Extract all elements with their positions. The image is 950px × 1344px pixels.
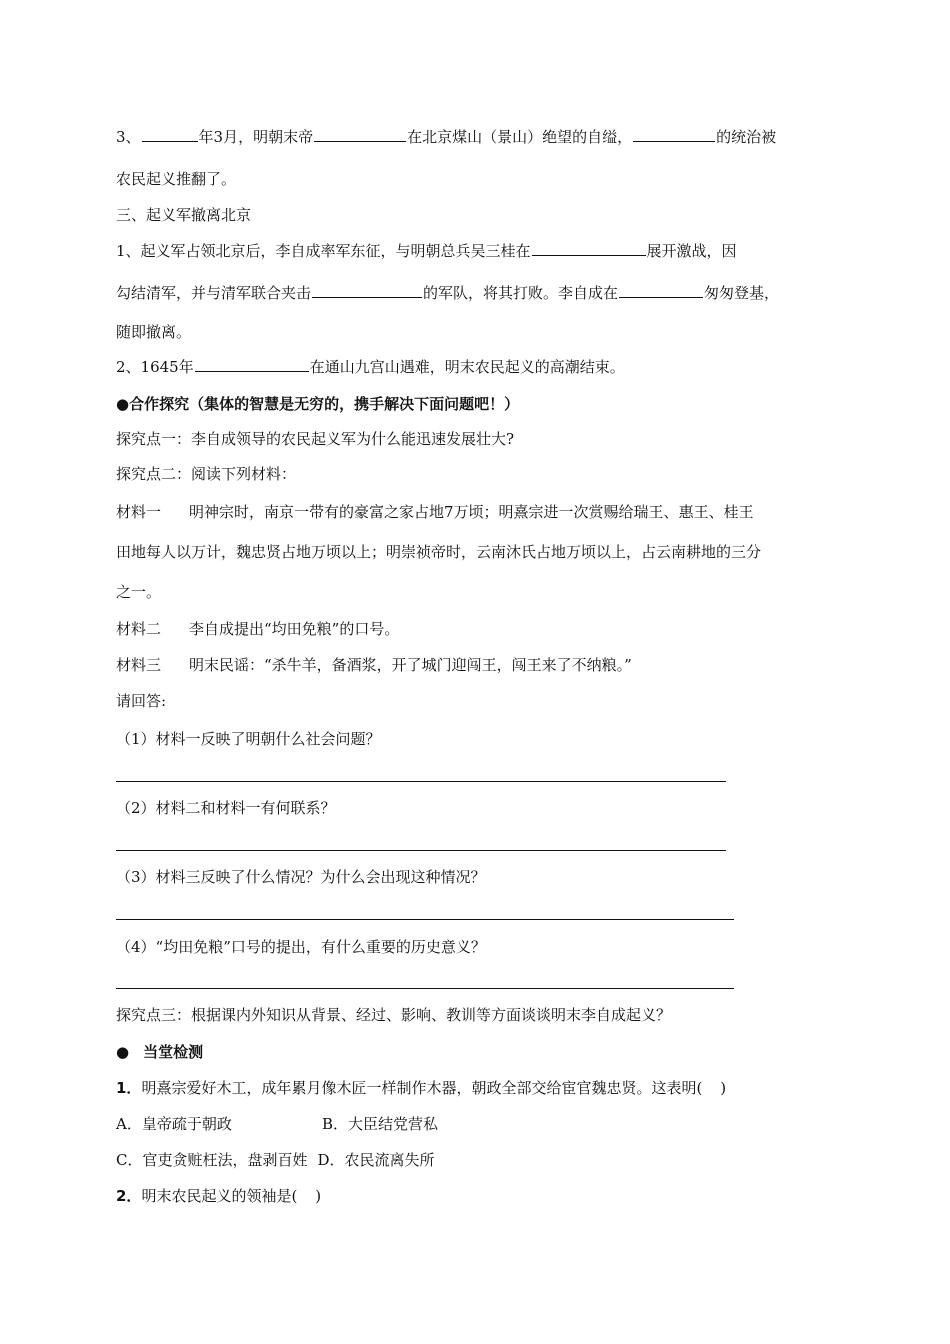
test-q2-text: 明末农民起义的领袖是( [141,1187,298,1205]
blank-person[interactable] [195,357,309,372]
s3-q2-text-1: 2、1645年 [116,358,194,376]
material-3-line [116,655,632,675]
material-1-label: 材料一 [116,503,162,521]
question-3-text-2: 在北京煤山（景山）绝望的自缢， [407,128,633,146]
question-3-line-1 [116,127,776,147]
sub-question-4: （4）“均田免粮”口号的提出，有什么重要的历史意义？ [116,938,486,956]
bullet-icon: ● [116,1043,130,1061]
sub-question-1: （1）材料一反映了明朝什么社会问题？ [116,730,381,748]
blank-army[interactable] [312,283,422,298]
s3-q1-text-4: 的军队，将其打败。李自成在 [423,284,619,302]
s3-q1-text-2: 展开激战，因 [646,242,737,260]
s3-question-1-line-2 [116,283,779,303]
test-q1-options-row-2 [116,1150,435,1170]
answer-prompt: 请回答: [116,692,167,710]
blank-year[interactable] [142,127,198,142]
test-q1-options-row-1 [116,1114,438,1134]
test-q2-close: ) [315,1187,322,1205]
material-2-label: 材料二 [116,620,162,638]
s3-q1-text-3: 勾结清军，并与清军联合夹击 [116,284,312,302]
test-title: 当堂检测 [143,1043,204,1061]
test-q1-close: ) [720,1079,727,1097]
material-3-text: 明末民谣：“杀牛羊，备酒浆，开了城门迎闯王，闯王来了不纳粮。” [189,656,632,674]
option-b[interactable]: B．大臣结党营私 [322,1115,439,1133]
s3-question-1-line-3 [116,322,191,342]
sub-question-3: （3）材料三反映了什么情况？为什么会出现这种情况？ [116,868,486,886]
question-3-text-4: 农民起义推翻了。 [116,170,237,188]
blank-battle-place[interactable] [532,241,646,256]
sub-question-2: （2）材料二和材料一有何联系？ [116,799,336,817]
s3-q1-text-1: 1、起义军占领北京后，李自成率军东征，与明朝总兵吴三桂在 [116,242,531,260]
material-1-line-3: 之一。 [116,583,162,601]
test-question-2 [116,1186,321,1206]
test-question-1 [116,1078,726,1098]
s3-q1-text-6: 随即撤离。 [116,323,192,341]
material-2-line [116,619,399,639]
answer-line-3[interactable] [116,919,734,920]
answer-line-2[interactable] [116,850,726,851]
explore-point-1: 探究点一：李自成领导的农民起义军为什么能迅速发展壮大? [116,430,515,448]
answer-line-1[interactable] [116,781,726,782]
explore-point-3: 探究点三：根据课内外知识从背景、经过、影响、教训等方面谈谈明末李自成起义？ [116,1006,672,1024]
blank-emperor[interactable] [314,127,406,142]
option-a[interactable]: A．皇帝疏于朝政 [116,1115,232,1133]
explore-point-2: 探究点二：阅读下列材料： [116,465,297,483]
blank-enthrone-place[interactable] [619,283,703,298]
s3-q2-text-2: 在通山九宫山遇难，明末农民起义的高潮结束。 [309,358,625,376]
material-1-line-2: 田地每人以万计，魏忠贤占地万顷以上；明崇祯帝时，云南沐氏占地万顷以上，占云南耕地的三分 [116,543,762,561]
question-3-number: 3、 [116,128,141,146]
material-2-text: 李自成提出“均田免粮”的口号。 [189,620,400,638]
question-3-text-3: 的统治被 [716,128,777,146]
material-3-label: 材料三 [116,656,162,674]
s3-question-2-line [116,357,625,377]
option-c[interactable]: C．官吏贪赃枉法，盘剥百姓 [116,1151,308,1169]
answer-line-4[interactable] [116,988,734,989]
s3-question-1-line-1 [116,241,737,261]
test-header [116,1042,203,1062]
option-d[interactable]: D．农民流离失所 [317,1151,435,1169]
test-q1-text: 明熹宗爱好木工，成年累月像木匠一样制作木器，朝政全部交给宦官魏忠贤。这表明( [141,1079,703,1097]
question-3-line-2 [116,169,236,189]
cooperate-title: ●合作探究（集体的智慧是无穷的，携手解决下面问题吧！） [116,395,520,413]
s3-q1-text-5: 匆匆登基， [704,284,780,302]
document-page [116,0,841,1344]
material-1-text-1: 明神宗时，南京一带有的豪富之家占地7万顷；明熹宗进一次赏赐给瑞王、惠王、桂王 [189,503,754,521]
material-1-line-1 [116,502,754,522]
blank-dynasty[interactable] [633,127,715,142]
test-q2-number: 2． [116,1187,142,1205]
question-3-text-1: 年3月，明朝末帝 [198,128,314,146]
section-3-title: 三、起义军撤离北京 [116,206,252,224]
test-q1-number: 1． [116,1079,142,1097]
